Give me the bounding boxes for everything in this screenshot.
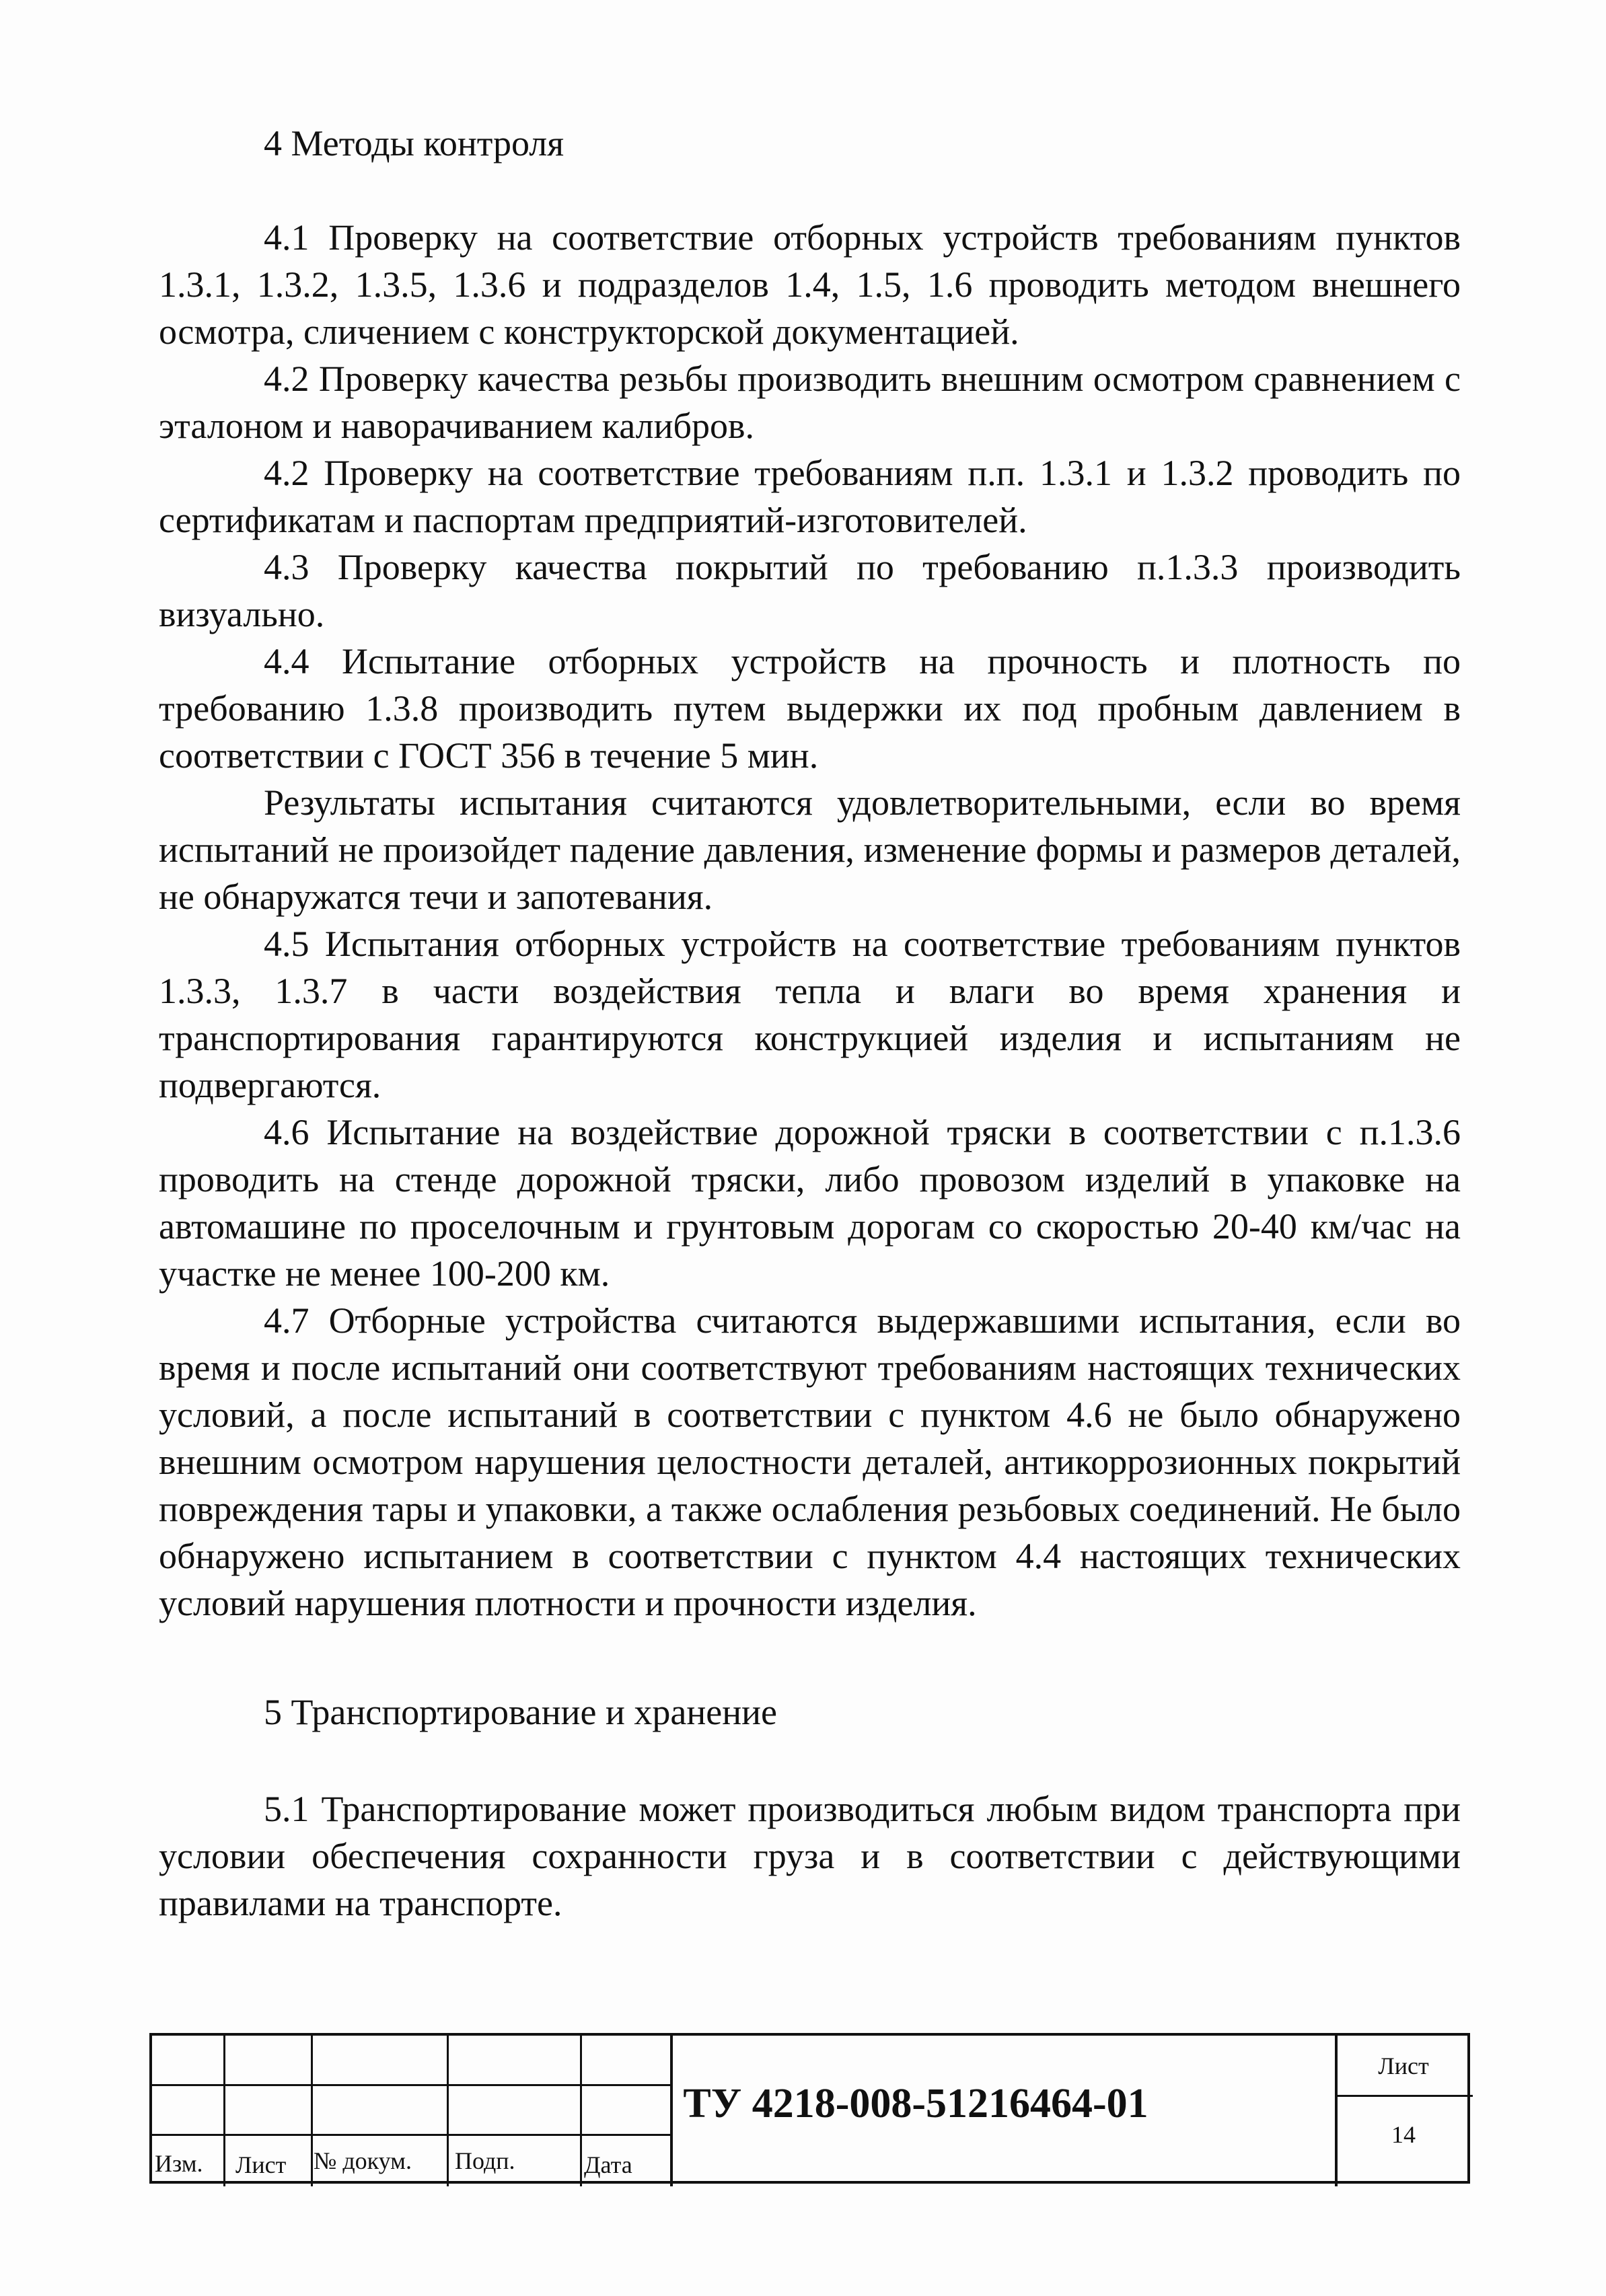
section-5-body [159, 1785, 1461, 1927]
stamp-row-divider [1335, 2095, 1473, 2097]
stamp-col-divider [580, 2036, 582, 2186]
sheet-label: Лист [1378, 2052, 1429, 2079]
section-5-heading: 5 Транспортирование и хранение [264, 1692, 777, 1732]
stamp-col-divider [447, 2036, 449, 2186]
section-4-body [159, 214, 1461, 1627]
title-block [149, 2033, 1470, 2184]
stamp-izm-label: Изм. [155, 2150, 203, 2177]
paragraph-4-1: 4.1 Проверку на соответствие отборных устройств требованиям пунктов 1.3.1, 1.3.2, 1.3.5, 1.3.6 и подразделов 1.4, 1.5, 1.6 проводить методом внешнего осмотра, сличением с конструкторской документацией. [159, 217, 1461, 352]
stamp-col-divider [223, 2036, 225, 2186]
paragraph-4-6: 4.6 Испытание на воздействие дорожной тряски в соответствии с п.1.3.6 проводить на стенде дорожной тряски, либо провозом изделий в упаковке на автомашине по проселочным и грунтовым дорогам со скоростью 20-40 км/час на участке не менее 100-200 км. [159, 1112, 1461, 1294]
paragraph-4-3: 4.3 Проверку качества покрытий по требованию п.1.3.3 производить визуально. [159, 547, 1461, 634]
paragraph-4-4-results: Результаты испытания считаются удовлетворительными, если во время испытаний не произойдет падение давления, изменение формы и размеров деталей, не обнаружатся течи и запотевания. [159, 782, 1461, 917]
paragraph-4-4: 4.4 Испытание отборных устройств на прочность и плотность по требованию 1.3.8 производить путем выдержки их под пробным давлением в соответствии с ГОСТ 356 в течение 5 мин. [159, 641, 1461, 776]
section-4-heading: 4 Методы контроля [264, 123, 564, 163]
stamp-row-divider [152, 2134, 670, 2136]
stamp-signature-label: Подп. [455, 2147, 515, 2174]
stamp-col-divider [311, 2036, 313, 2186]
paragraph-4-5: 4.5 Испытания отборных устройств на соответствие требованиям пунктов 1.3.3, 1.3.7 в части воздействия тепла и влаги во время хранения и транспортирования гарантируются конструкцией изделия и испытаниям не подвергаются. [159, 924, 1461, 1105]
paragraph-5-1: 5.1 Транспортирование может производиться любым видом транспорта при условии обеспечения сохранности груза и в соответствии с действующими правилами на транспорте. [159, 1789, 1461, 1923]
sheet-number: 14 [1391, 2121, 1416, 2148]
paragraph-4-7: 4.7 Отборные устройства считаются выдержавшими испытания, если во время и после испытаний они соответствуют требованиям настоящих технических условий, а после испытаний в соответствии с пунктом 4.6 не было обнаружено внешним осмотром нарушения целостности деталей, антикоррозионных покрытий повреждения тары и упаковки, а также ослабления резьбовых соединений. Не было обнаружено испытанием в соответствии с пунктом 4.4 настоящих технических условий нарушения плотности и прочности изделия. [159, 1300, 1461, 1623]
stamp-list-label: Лист [235, 2151, 287, 2178]
paragraph-4-2a: 4.2 Проверку качества резьбы производить внешним осмотром сравнением с эталоном и наворачиванием калибров. [159, 359, 1461, 446]
stamp-doc-number-label: № докум. [314, 2147, 412, 2174]
stamp-row-divider [152, 2084, 670, 2086]
paragraph-4-2b: 4.2 Проверку на соответствие требованиям п.п. 1.3.1 и 1.3.2 проводить по сертификатам и паспортам предприятий-изготовителей. [159, 453, 1461, 540]
document-code: ТУ 4218-008-51216464-01 [683, 2081, 1148, 2126]
stamp-date-label: Дата [584, 2151, 632, 2178]
